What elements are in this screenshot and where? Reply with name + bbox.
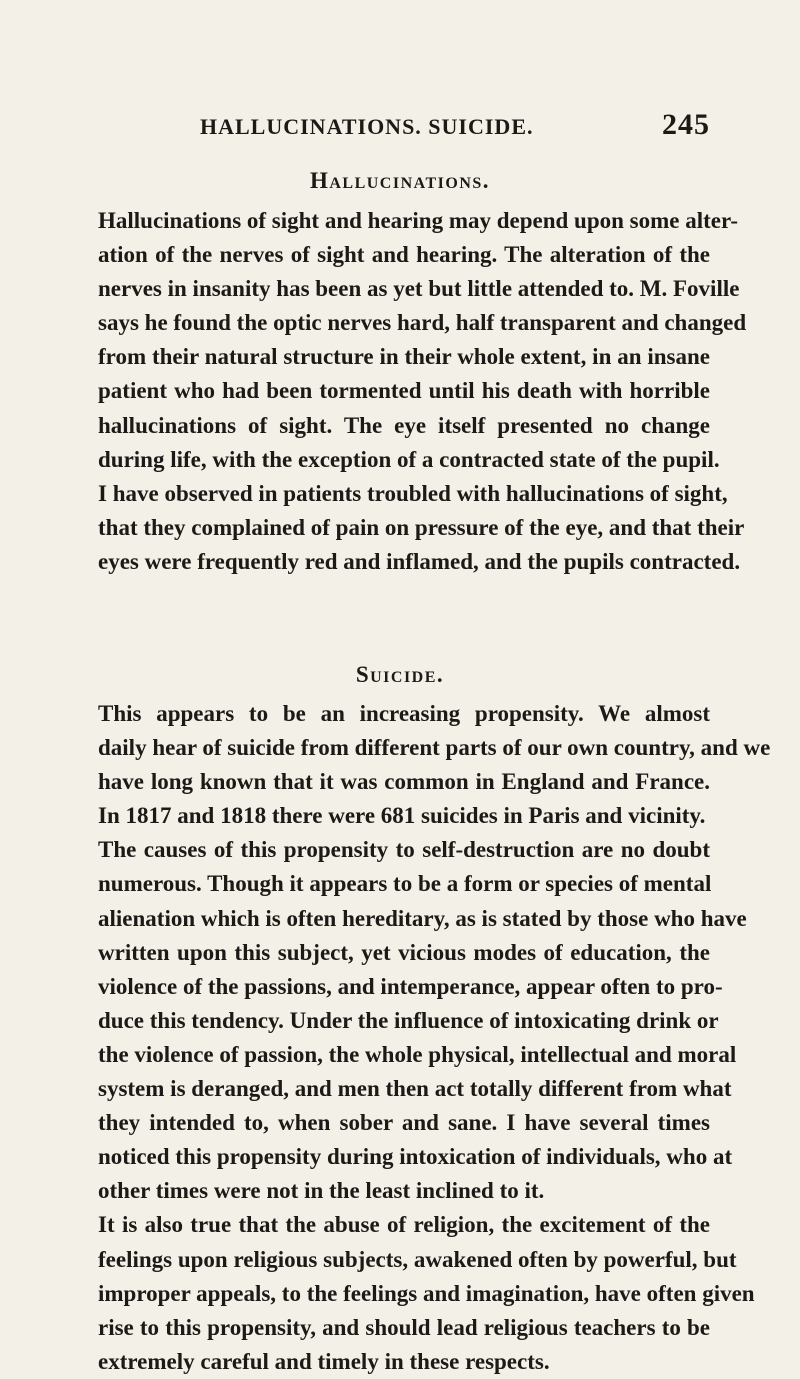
text-line: daily hear of suicide from different parts of our own country, and we (98, 735, 771, 761)
section-heading-suicide: Suicide. (355, 662, 445, 687)
text-line: that they complained of pain on pressure of the eye, and that their (98, 514, 745, 540)
text-line: numerous. Though it appears to be a form or species of mental (98, 871, 712, 897)
text-line: duce this tendency. Under the influence of intoxicating drink or (98, 1007, 719, 1033)
text-line: In 1817 and 1818 there were 681 suicides in Paris and vicinity. (98, 803, 706, 829)
text-line: other times were not in the least inclined to it. (98, 1178, 545, 1204)
text-line: says he found the optic nerves hard, half transparent and changed (98, 310, 747, 336)
text-line: system is deranged, and men then act totally different from what (98, 1076, 732, 1102)
text-line: The causes of this propensity to self-destruction are no doubt (98, 837, 710, 863)
text-line: This appears to be an increasing propensity. We almost (98, 701, 710, 726)
text-line: It is also true that the abuse of religion, the excitement of the (98, 1212, 710, 1238)
text-line: improper appeals, to the feelings and imagination, have often given (98, 1280, 755, 1306)
text-line: noticed this propensity during intoxication of individuals, who at (98, 1144, 733, 1170)
running-title: HALLUCINATIONS. SUICIDE. (200, 114, 534, 139)
text-line: from their natural structure in their whole extent, in an insane (98, 344, 710, 370)
text-line: extremely careful and timely in these respects. (98, 1348, 550, 1374)
text-line: they intended to, when sober and sane. I have several times (98, 1110, 710, 1136)
text-line: ation of the nerves of sight and hearing. The alteration of the (98, 242, 710, 268)
text-line: patient who had been tormented until his death with horrible (98, 378, 710, 404)
text-line: alienation which is often hereditary, as is stated by those who have (98, 905, 747, 931)
text-line: nerves in insanity has been as yet but little attended to. M. Foville (98, 276, 740, 302)
text-line: eyes were frequently red and inflamed, and the pupils contracted. (98, 548, 741, 574)
text-line: rise to this propensity, and should lead religious teachers to be (98, 1314, 710, 1340)
text-line: I have observed in patients troubled with hallucinations of sight, (98, 480, 728, 506)
text-line: feelings upon religious subjects, awakened often by powerful, but (98, 1246, 737, 1272)
text-line: hallucinations of sight. The eye itself presented no change (98, 412, 710, 438)
text-line: have long known that it was common in England and France. (98, 769, 710, 795)
text-line: during life, with the exception of a contracted state of the pupil. (98, 446, 720, 472)
text-line: the violence of passion, the whole physical, intellectual and moral (98, 1041, 737, 1067)
text-line: written upon this subject, yet vicious modes of education, the (98, 939, 710, 965)
hallucinations-paragraphs (98, 204, 747, 579)
section-heading-hallucinations: Hallucinations. (309, 168, 491, 193)
suicide-paragraphs (98, 697, 771, 1379)
text-line: Hallucinations of sight and hearing may depend upon some alter- (98, 208, 739, 233)
running-head (200, 108, 710, 148)
text-line: violence of the passions, and intemperance, appear often to pro- (98, 973, 723, 999)
page-number: 245 (662, 108, 710, 141)
